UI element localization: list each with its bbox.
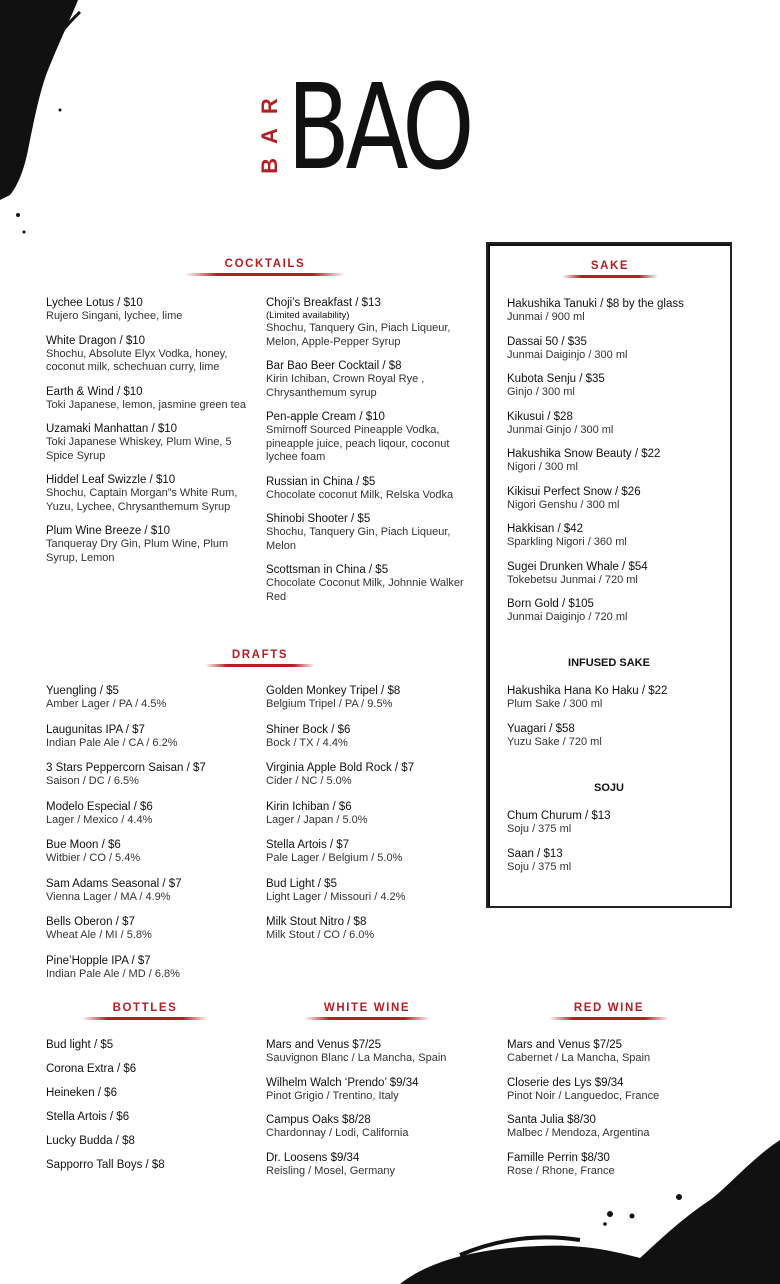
sake-heading-text: SAKE: [590, 260, 630, 272]
menu-item-description: Shochu, Tanquery Gin, Piach Liqueur, Melon, Apple-Pepper Syrup: [266, 322, 451, 348]
logo: [255, 58, 515, 196]
menu-item-description: Plum Sake / 300 ml: [507, 698, 603, 710]
bottles-heading-text: BOTTLES: [112, 1002, 178, 1014]
menu-item-name: Kikusui / $28: [507, 410, 573, 423]
menu-item-description: Amber Lager / PA / 4.5%: [46, 698, 167, 710]
menu-item: [507, 1113, 723, 1141]
menu-item: [266, 838, 476, 866]
menu-item: [507, 1038, 723, 1066]
menu-item: [507, 560, 723, 588]
menu-item: [46, 915, 256, 943]
menu-item-description: Smirnoff Sourced Pineapple Vodka, pineapple juice, peach liqour, coconut lychee foam: [266, 424, 450, 463]
menu-item-name: Corona Extra / $6: [46, 1063, 137, 1075]
menu-item-name: Yuagari / $58: [507, 722, 575, 735]
menu-item-name: Bar Bao Beer Cocktail / $8: [266, 360, 402, 372]
menu-item: [507, 485, 723, 513]
logo-bar: [255, 68, 285, 188]
menu-item: [507, 722, 723, 750]
menu-item-description: Junmai Daiginjo / 300 ml: [507, 348, 628, 361]
white-wine-heading-text: WHITE WINE: [323, 1002, 411, 1014]
menu-item: [266, 359, 476, 400]
sake-heading: [560, 260, 660, 278]
menu-item-name: Sapporro Tall Boys / $8: [46, 1159, 165, 1171]
infused-sake-heading: INFUSED SAKE: [568, 657, 650, 669]
menu-item-name: Bud light / $5: [46, 1039, 114, 1051]
soju-list: [507, 809, 723, 884]
menu-item-description: Toki Japanese Whiskey, Plum Wine, 5 Spice Syrup: [46, 436, 232, 462]
menu-item-description: Shochu, Tanquery Gin, Piach Liqueur, Melon: [266, 526, 451, 552]
menu-item: [507, 410, 723, 438]
menu-item: [507, 372, 723, 400]
drafts-right-column: [266, 684, 476, 954]
menu-item-name: Sugei Drunken Whale / $54: [507, 560, 648, 573]
menu-item-name: Hakushika Tanuki / $8 by the glass: [507, 298, 684, 310]
menu-item-description: Tanqueray Dry Gin, Plum Wine, Plum Syrup, Lemon: [46, 538, 229, 564]
logo-bar-text: BAR: [257, 84, 282, 174]
white-wine-heading: [300, 1002, 434, 1020]
menu-item: [266, 684, 476, 712]
menu-item-name: Dassai 50 / $35: [507, 335, 587, 348]
menu-item-description: Pale Lager / Belgium / 5.0%: [266, 852, 403, 864]
menu-item-name: Stella Artois / $7: [266, 839, 350, 851]
menu-item-name: Uzamaki Manhattan / $10: [46, 423, 178, 435]
menu-item-description: Junmai Ginjo / 300 ml: [507, 423, 614, 436]
menu-item-description: Lager / Japan / 5.0%: [266, 813, 368, 826]
menu-item-name: Campus Oaks $8/28: [266, 1114, 371, 1126]
menu-item: [507, 847, 723, 875]
menu-item-name: Yuengling / $5: [46, 685, 119, 697]
menu-item-description: Cabernet / La Mancha, Spain: [507, 1052, 651, 1064]
cocktails-heading: [180, 258, 350, 276]
menu-item-description: Sparkling Nigori / 360 ml: [507, 536, 627, 548]
menu-item-name: Mars and Venus $7/25: [266, 1039, 382, 1051]
menu-item: [266, 800, 476, 828]
heading-stroke: [185, 273, 345, 276]
menu-item: [46, 1110, 246, 1124]
menu-item-name: Famille Perrin $8/30: [507, 1151, 610, 1164]
menu-item-name: 3 Stars Peppercorn Saisan / $7: [46, 762, 206, 774]
menu-item-description: Rujero Singani, lychee, lime: [46, 310, 183, 322]
menu-item: [266, 512, 476, 553]
menu-item-description: Junmai Daiginjo / 720 ml: [507, 611, 628, 623]
menu-item-name: Heineken / $6: [46, 1087, 117, 1099]
menu-item-description: Indian Pale Ale / MD / 6.8%: [46, 967, 180, 980]
menu-item: [46, 800, 256, 828]
menu-item: [507, 1151, 723, 1179]
menu-item-name: Stella Artois / $6: [46, 1111, 130, 1123]
menu-item-description: Kirin Ichiban, Crown Royal Rye , Chrysanthemum syrup: [266, 373, 425, 399]
menu-item-name: Closerie des Lys $9/34: [507, 1076, 624, 1089]
menu-item-name: Bells Oberon / $7: [46, 916, 135, 928]
menu-item-name: Shinobi Shooter / $5: [266, 513, 371, 525]
menu-item: [507, 809, 723, 837]
menu-item: [46, 1134, 246, 1148]
heading-stroke: [205, 664, 315, 667]
cocktails-heading-text: COCKTAILS: [224, 258, 306, 270]
menu-item-name: Plum Wine Breeze / $10: [46, 525, 171, 537]
drafts-left-column: [46, 684, 256, 992]
menu-item: [46, 954, 256, 982]
menu-item-description: Sauvignon Blanc / La Mancha, Spain: [266, 1052, 447, 1064]
cocktails-right-column: [266, 296, 476, 614]
menu-item-description: Reisling / Mosel, Germany: [266, 1164, 395, 1177]
menu-item: [46, 723, 256, 751]
menu-item-name: Pen-apple Cream / $10: [266, 411, 385, 423]
menu-item-name: Choji’s Breakfast / $13: [266, 297, 381, 309]
menu-item-description: Wheat Ale / MI / 5.8%: [46, 929, 152, 941]
menu-item-description: Ginjo / 300 ml: [507, 386, 575, 398]
menu-item-description: Nigori / 300 ml: [507, 461, 578, 473]
menu-item-name: Kirin Ichiban / $6: [266, 800, 352, 813]
menu-item: [46, 1062, 246, 1076]
menu-item-description: Bock / TX / 4.4%: [266, 736, 348, 749]
menu-item-description: Tokebetsu Junmai / 720 ml: [507, 573, 638, 586]
menu-item-name: Wilhelm Walch ‘Prendo’ $9/34: [266, 1076, 419, 1089]
menu-item: [507, 1076, 723, 1104]
menu-item: [266, 915, 476, 943]
menu-item-name: Mars and Venus $7/25: [507, 1039, 623, 1051]
menu-item-name: Hakkisan / $42: [507, 523, 584, 535]
menu-item-description: Milk Stout / CO / 6.0%: [266, 929, 375, 941]
menu-item: [46, 1086, 246, 1100]
menu-item-description: Chardonnay / Lodi, California: [266, 1127, 409, 1139]
menu-item: [46, 422, 256, 463]
menu-item-name: Laugunitas IPA / $7: [46, 723, 145, 736]
menu-item: [507, 297, 723, 325]
red-wine-list: [507, 1038, 723, 1188]
menu-item-name: Russian in China / $5: [266, 475, 376, 488]
menu-item: [266, 877, 476, 905]
menu-item-name: Kikisui Perfect Snow / $26: [507, 485, 641, 498]
menu-item-description: Yuzu Sake / 720 ml: [507, 735, 602, 748]
menu-item: [266, 723, 476, 751]
menu-item-name: Chum Churum / $13: [507, 810, 611, 822]
menu-item-description: Soju / 375 ml: [507, 823, 572, 835]
menu-item: [46, 1038, 246, 1052]
menu-item: [507, 597, 723, 625]
menu-item-name: White Dragon / $10: [46, 334, 146, 347]
menu-item-description: Chocolate coconut Milk, Relska Vodka: [266, 488, 454, 501]
menu-item-description: Belgium Tripel / PA / 9.5%: [266, 698, 393, 710]
bottles-heading: [80, 1002, 210, 1020]
menu-item-description: Vienna Lager / MA / 4.9%: [46, 890, 171, 903]
menu-item-name: Pine’Hopple IPA / $7: [46, 954, 151, 967]
menu-item: [507, 447, 723, 475]
menu-item-name: Lychee Lotus / $10: [46, 297, 143, 309]
menu-item-name: Hakushika Hana Ko Haku / $22: [507, 685, 668, 697]
menu-item: [266, 296, 476, 349]
menu-item-name: Santa Julia $8/30: [507, 1114, 596, 1126]
menu-item-description: Nigori Genshu / 300 ml: [507, 498, 620, 511]
infused-sake-list: [507, 684, 723, 759]
drafts-heading: [200, 649, 320, 667]
menu-item-description: Rose / Rhone, France: [507, 1164, 615, 1177]
menu-item-name: Dr. Loosens $9/34: [266, 1151, 360, 1164]
heading-stroke: [549, 1017, 669, 1020]
menu-item-description: Light Lager / Missouri / 4.2%: [266, 890, 406, 903]
menu-item-name: Hiddel Leaf Swizzle / $10: [46, 474, 176, 486]
menu-item: [266, 410, 476, 465]
menu-item-description: Saison / DC / 6.5%: [46, 775, 139, 787]
ink-splash-top-left: [0, 0, 90, 240]
cocktails-left-column: [46, 296, 256, 575]
menu-item-name: Bue Moon / $6: [46, 839, 121, 851]
menu-item: [46, 877, 256, 905]
menu-item: [266, 1113, 476, 1141]
menu-item: [46, 1158, 246, 1172]
menu-item-note: (Limited availability): [266, 310, 350, 321]
menu-item-name: Saan / $13: [507, 847, 563, 860]
menu-item: [507, 335, 723, 363]
menu-item: [266, 761, 476, 789]
menu-item-description: Pinot Noir / Languedoc, France: [507, 1089, 660, 1102]
menu-item-description: Soju / 375 ml: [507, 860, 572, 873]
menu-item-name: Shiner Bock / $6: [266, 723, 351, 736]
menu-item-name: Earth & Wind / $10: [46, 385, 143, 398]
sake-list: [507, 297, 723, 635]
menu-item-description: Chocolate Coconut Milk, Johnnie Walker Red: [266, 577, 464, 603]
menu-item: [266, 1038, 476, 1066]
red-wine-heading-text: RED WINE: [573, 1002, 645, 1014]
menu-item-description: Indian Pale Ale / CA / 6.2%: [46, 736, 178, 749]
menu-item-name: Scottsman in China / $5: [266, 564, 389, 576]
menu-item-description: Malbec / Mendoza, Argentina: [507, 1127, 650, 1139]
menu-item: [46, 473, 256, 514]
logo-bao: BAO: [287, 58, 470, 196]
menu-item: [46, 524, 256, 565]
menu-item: [46, 761, 256, 789]
menu-item-name: Milk Stout Nitro / $8: [266, 916, 367, 928]
menu-item-description: Junmai / 900 ml: [507, 311, 585, 323]
menu-item-name: Bud Light / $5: [266, 877, 337, 890]
white-wine-list: [266, 1038, 476, 1188]
menu-item: [266, 1151, 476, 1179]
menu-item-name: Sam Adams Seasonal / $7: [46, 877, 182, 890]
soju-heading: SOJU: [594, 782, 624, 794]
menu-item: [46, 296, 256, 324]
menu-item: [46, 385, 256, 413]
heading-stroke: [562, 275, 658, 278]
red-wine-heading: [546, 1002, 672, 1020]
menu-item: [266, 563, 476, 604]
menu-item-name: Lucky Budda / $8: [46, 1135, 135, 1147]
menu-item-description: Toki Japanese, lemon, jasmine green tea: [46, 398, 246, 411]
menu-item-description: Witbier / CO / 5.4%: [46, 852, 141, 864]
menu-item-description: Cider / NC / 5.0%: [266, 775, 352, 787]
menu-item-name: Golden Monkey Tripel / $8: [266, 685, 401, 697]
menu-item: [46, 334, 256, 375]
heading-stroke: [82, 1017, 208, 1020]
menu-item: [46, 838, 256, 866]
menu-item-description: Pinot Grigio / Trentino, Italy: [266, 1089, 399, 1102]
menu-item-name: Virginia Apple Bold Rock / $7: [266, 762, 415, 774]
drafts-heading-text: DRAFTS: [231, 649, 289, 661]
menu-item-name: Hakushika Snow Beauty / $22: [507, 448, 661, 460]
menu-item-name: Born Gold / $105: [507, 598, 594, 610]
menu-item: [266, 475, 476, 503]
menu-item: [46, 684, 256, 712]
heading-stroke: [304, 1017, 430, 1020]
menu-item: [507, 684, 723, 712]
menu-item-name: Modelo Especial / $6: [46, 800, 153, 813]
menu-item-description: Lager / Mexico / 4.4%: [46, 813, 153, 826]
menu-item-description: Shochu, Absolute Elyx Vodka, honey, coconut milk, schechuan curry, lime: [46, 347, 228, 373]
menu-item: [266, 1076, 476, 1104]
menu-item: [507, 522, 723, 550]
bottles-list: [46, 1038, 246, 1182]
menu-item-name: Kubota Senju / $35: [507, 373, 605, 385]
menu-item-description: Shochu, Captain Morgan”s White Rum, Yuzu, Lychee, Chrysanthemum Syrup: [46, 487, 238, 513]
